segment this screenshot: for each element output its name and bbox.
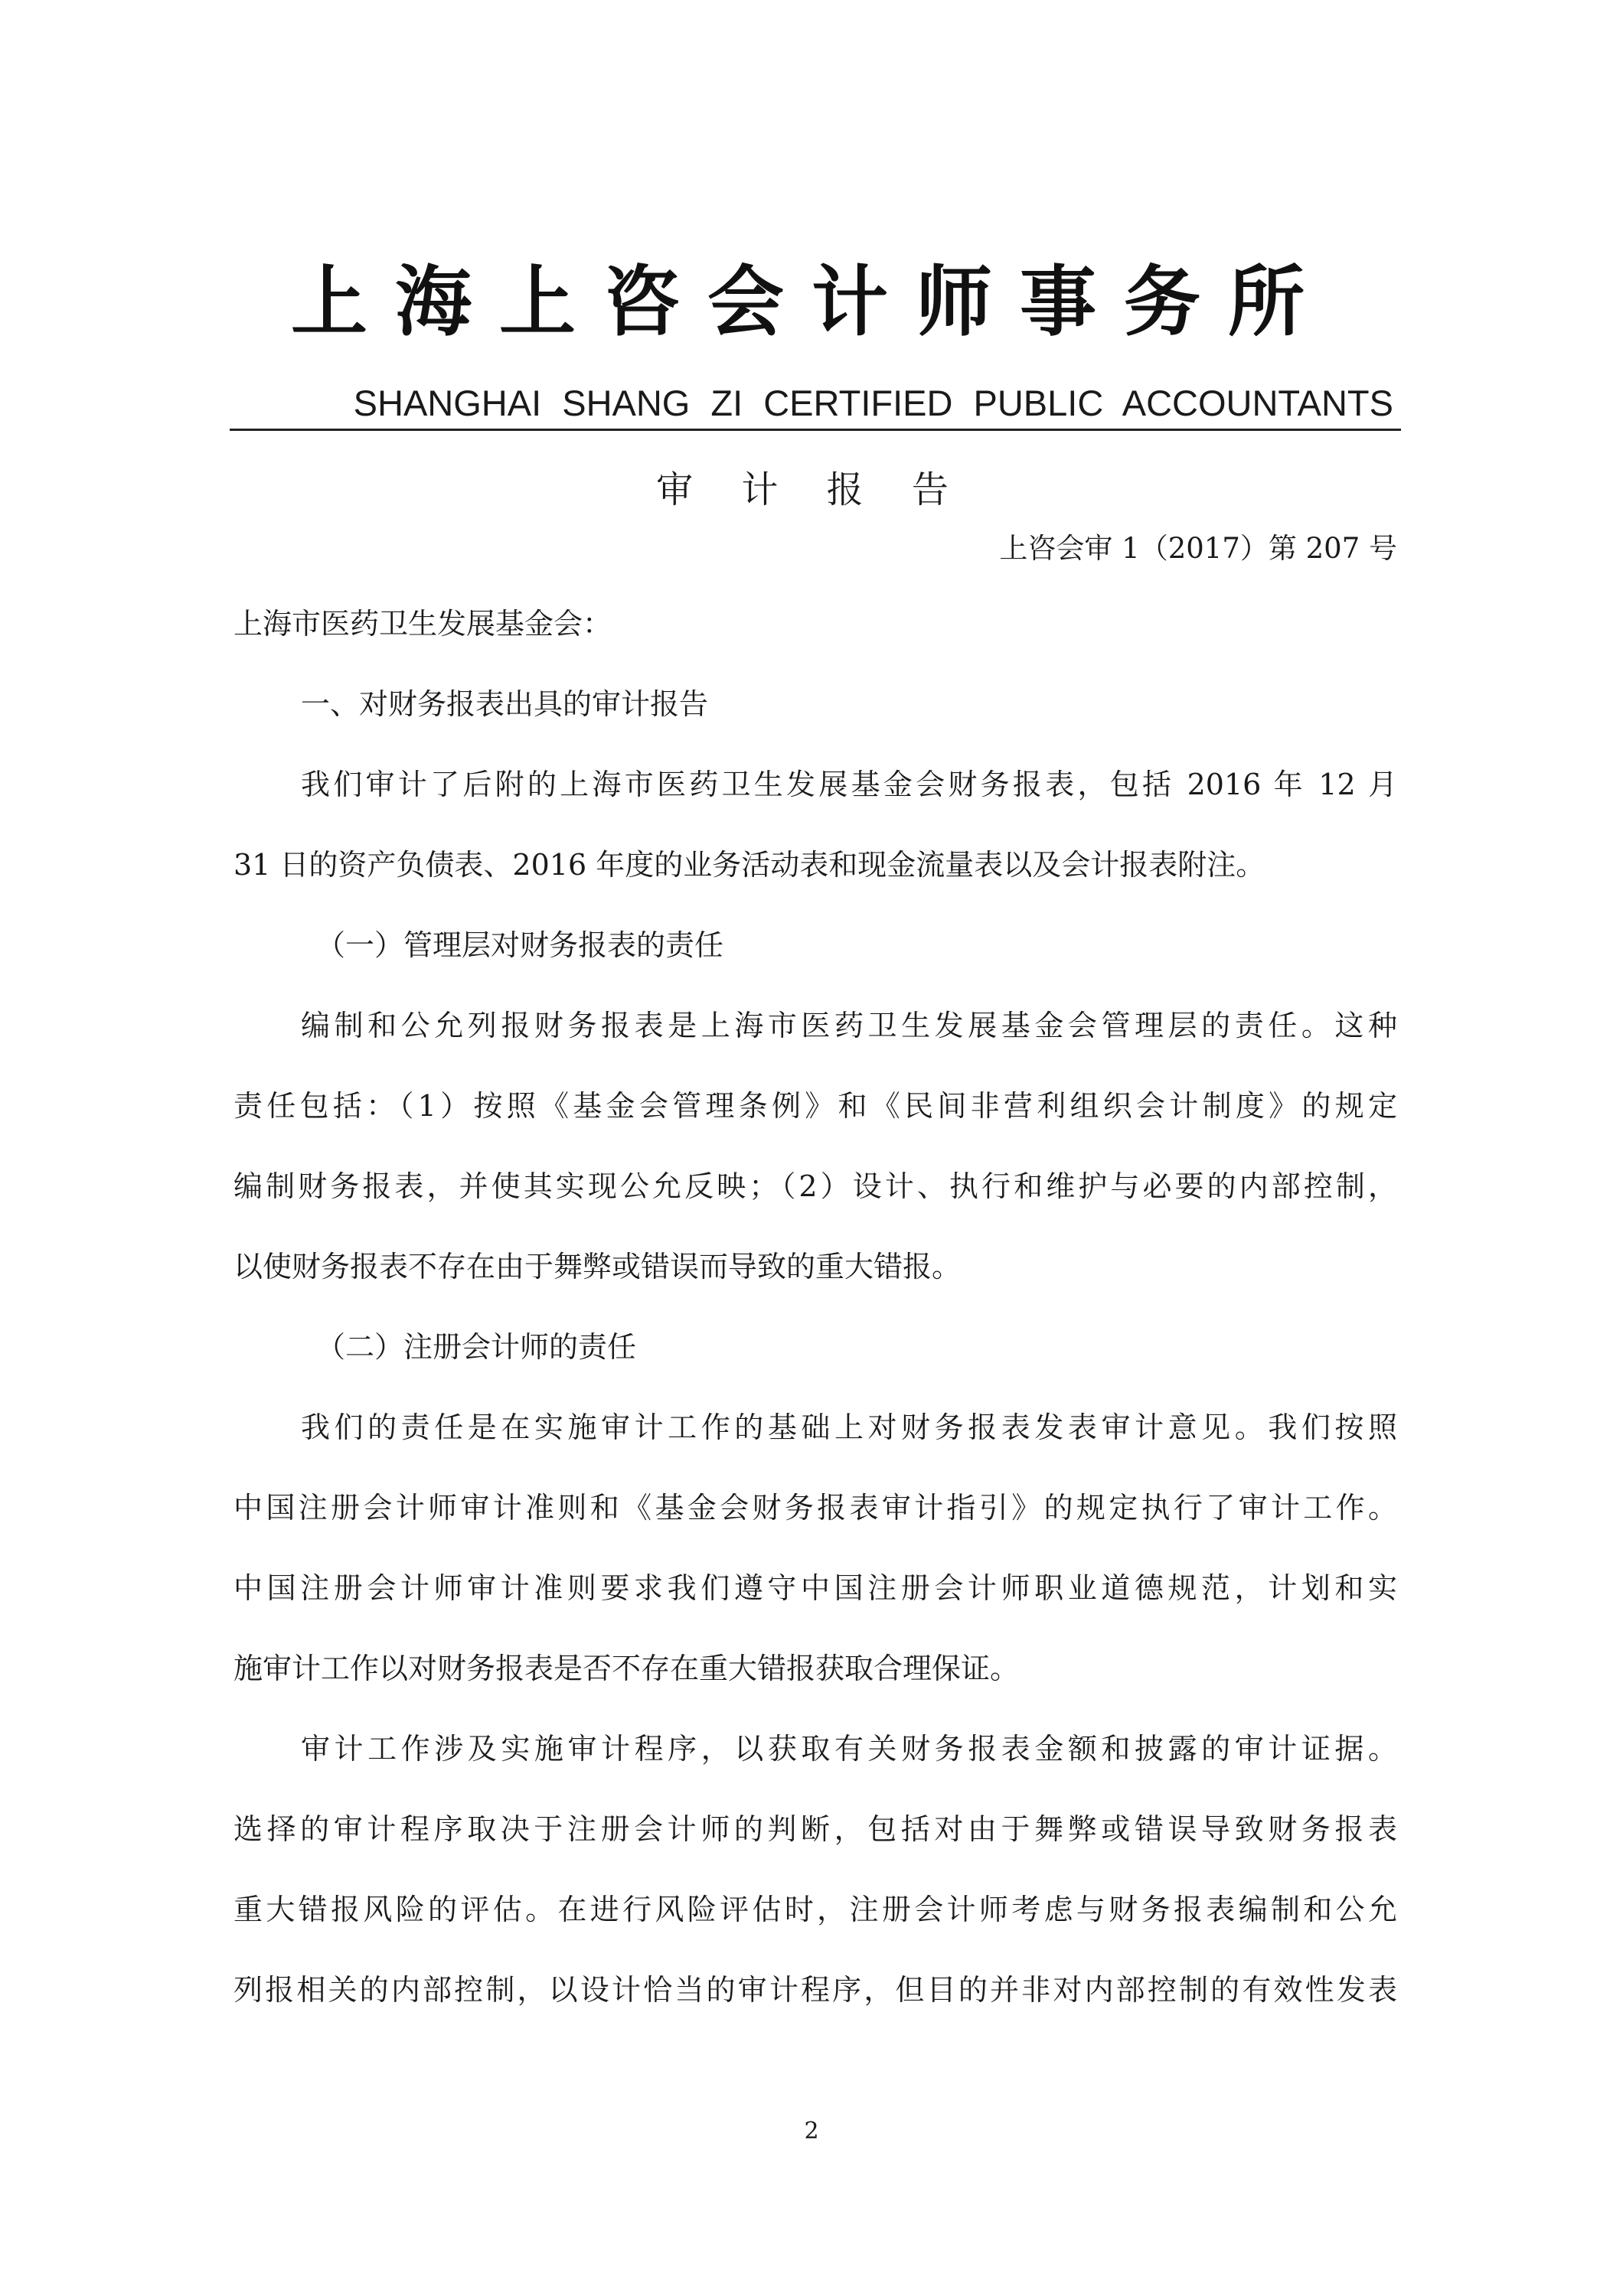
paragraph-4-line-4: 列报相关的内部控制，以设计恰当的审计程序，但目的并非对内部控制的有效性发表 bbox=[233, 1973, 1397, 2007]
paragraph-3-line-2: 中国注册会计师审计准则和《基金会财务报表审计指引》的规定执行了审计工作。 bbox=[233, 1491, 1397, 1525]
paragraph-4-line-1: 审计工作涉及实施审计程序，以获取有关财务报表金额和披露的审计证据。 bbox=[301, 1732, 1397, 1766]
subsection-heading-1: （一）管理层对财务报表的责任 bbox=[316, 928, 724, 962]
addressee: 上海市医药卫生发展基金会： bbox=[233, 607, 612, 641]
paragraph-3-line-1: 我们的责任是在实施审计工作的基础上对财务报表发表审计意见。我们按照 bbox=[301, 1411, 1397, 1444]
report-number: 上咨会审 1（2017）第 207 号 bbox=[999, 532, 1397, 565]
paragraph-2-line-3: 编制财务报表，并使其实现公允反映；（2）设计、执行和维护与必要的内部控制， bbox=[233, 1169, 1397, 1203]
report-title: 审 计 报 告 bbox=[656, 468, 967, 511]
paragraph-3-line-4: 施审计工作以对财务报表是否不存在重大错报获取合理保证。 bbox=[233, 1652, 1020, 1685]
paragraph-2-line-1: 编制和公允列报财务报表是上海市医药卫生发展基金会管理层的责任。这种 bbox=[301, 1009, 1397, 1042]
paragraph-4-line-2: 选择的审计程序取决于注册会计师的判断，包括对由于舞弊或错误导致财务报表 bbox=[233, 1812, 1397, 1846]
paragraph-1-line-1: 我们审计了后附的上海市医药卫生发展基金会财务报表，包括 2016 年 12 月 bbox=[301, 768, 1397, 801]
paragraph-3-line-3: 中国注册会计师审计准则要求我们遵守中国注册会计师职业道德规范，计划和实 bbox=[233, 1571, 1397, 1605]
section-heading-1: 一、对财务报表出具的审计报告 bbox=[301, 687, 709, 721]
header-divider bbox=[230, 429, 1401, 431]
firm-name-english: SHANGHAI SHANG ZI CERTIFIED PUBLIC ACCOUNTANTS bbox=[353, 383, 1393, 423]
subsection-heading-2: （二）注册会计师的责任 bbox=[316, 1330, 637, 1364]
firm-name-chinese: 上海上咨会计师事务所 bbox=[291, 257, 1332, 347]
page-number: 2 bbox=[804, 2118, 819, 2144]
paragraph-2-line-2: 责任包括：（1）按照《基金会管理条例》和《民间非营利组织会计制度》的规定 bbox=[233, 1089, 1397, 1123]
paragraph-1-line-2: 31 日的资产负债表、2016 年度的业务活动表和现金流量表以及会计报表附注。 bbox=[233, 848, 1265, 882]
paragraph-2-line-4: 以使财务报表不存在由于舞弊或错误而导致的重大错报。 bbox=[233, 1250, 962, 1283]
paragraph-4-line-3: 重大错报风险的评估。在进行风险评估时，注册会计师考虑与财务报表编制和公允 bbox=[233, 1893, 1397, 1926]
